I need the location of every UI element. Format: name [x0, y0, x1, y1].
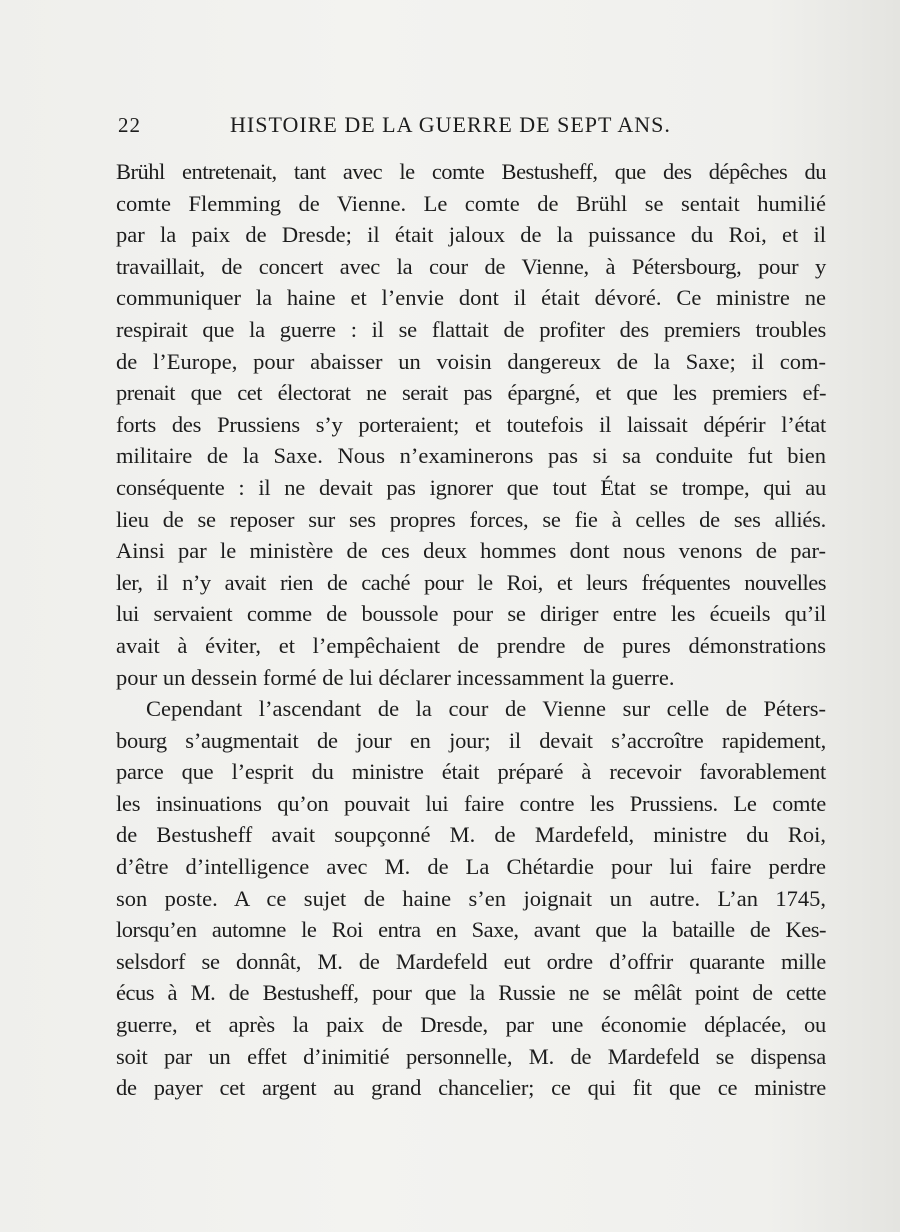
page-number: 22: [118, 113, 141, 137]
text-line: d’être d’intelligence avec M. de La Chétardie pour lui faire perdre: [116, 854, 826, 880]
text-line: guerre, et après la paix de Dresde, par une économie déplacée, ou: [116, 1012, 826, 1038]
text-line: militaire de la Saxe. Nous n’examinerons pas si sa conduite fut bien: [116, 443, 826, 469]
text-line: parce que l’esprit du ministre était préparé à recevoir favorablement: [116, 759, 826, 785]
text-line: selsdorf se donnât, M. de Mardefeld eut ordre d’offrir quarante mille: [116, 948, 826, 974]
text-line: de Bestusheff avait soupçonné M. de Mardefeld, ministre du Roi,: [116, 822, 826, 848]
text-line: forts des Prussiens s’y porteraient; et toutefois il laissait dépérir l’état: [116, 411, 826, 437]
text-line: prenait que cet électorat ne serait pas épargné, et que les premiers ef-: [116, 380, 826, 406]
text-line: bourg s’augmentait de jour en jour; il devait s’accroître rapidement,: [116, 727, 826, 753]
text-line: lorsqu’en automne le Roi entra en Saxe, avant que la bataille de Kes-: [116, 917, 826, 943]
text-line: conséquente : il ne devait pas ignorer que tout État se trompe, qui au: [116, 474, 826, 500]
text-line: ler, il n’y avait rien de caché pour le Roi, et leurs fréquentes nouvelles: [116, 569, 826, 595]
text-line: soit par un effet d’inimitié personnelle, M. de Mardefeld se dispensa: [116, 1043, 826, 1069]
text-line: pour un dessein formé de lui déclarer incessamment la guerre.: [116, 664, 675, 690]
text-line: de l’Europe, pour abaisser un voisin dangereux de la Saxe; il com-: [116, 348, 826, 374]
running-title: HISTOIRE DE LA GUERRE DE SEPT ANS.: [230, 112, 671, 137]
text-line: travaillait, de concert avec la cour de Vienne, à Pétersbourg, pour y: [116, 253, 826, 279]
text-line: comte Flemming de Vienne. Le comte de Brühl se sentait humilié: [116, 190, 826, 216]
text-line: écus à M. de Bestusheff, pour que la Russie ne se mêlât point de cette: [116, 980, 826, 1006]
text-line: de payer cet argent au grand chancelier; ce qui fit que ce ministre: [116, 1075, 826, 1101]
text-line: par la paix de Dresde; il était jaloux de la puissance du Roi, et il: [116, 222, 826, 248]
text-line: avait à éviter, et l’empêchaient de prendre de pures démonstrations: [116, 632, 826, 658]
text-line: lieu de se reposer sur ses propres forces, se fie à celles de ses alliés.: [116, 506, 826, 532]
text-line: Cependant l’ascendant de la cour de Vienne sur celle de Péters-: [146, 696, 826, 722]
text-line: Brühl entretenait, tant avec le comte Bestusheff, que des dépêches du: [116, 159, 826, 184]
text-line: Ainsi par le ministère de ces deux hommes dont nous venons de par-: [116, 538, 826, 564]
text-line: lui servaient comme de boussole pour se diriger entre les écueils qu’il: [116, 601, 826, 627]
running-head: [118, 112, 828, 146]
text-line: les insinuations qu’on pouvait lui faire contre les Prussiens. Le comte: [116, 790, 826, 816]
text-line: communiquer la haine et l’envie dont il était dévoré. Ce ministre ne: [116, 285, 826, 311]
text-line: respirait que la guerre : il se flattait de profiter des premiers troubles: [116, 316, 826, 342]
text-line: son poste. A ce sujet de haine s’en joignait un autre. L’an 1745,: [116, 885, 826, 911]
body-text: [116, 156, 826, 1104]
